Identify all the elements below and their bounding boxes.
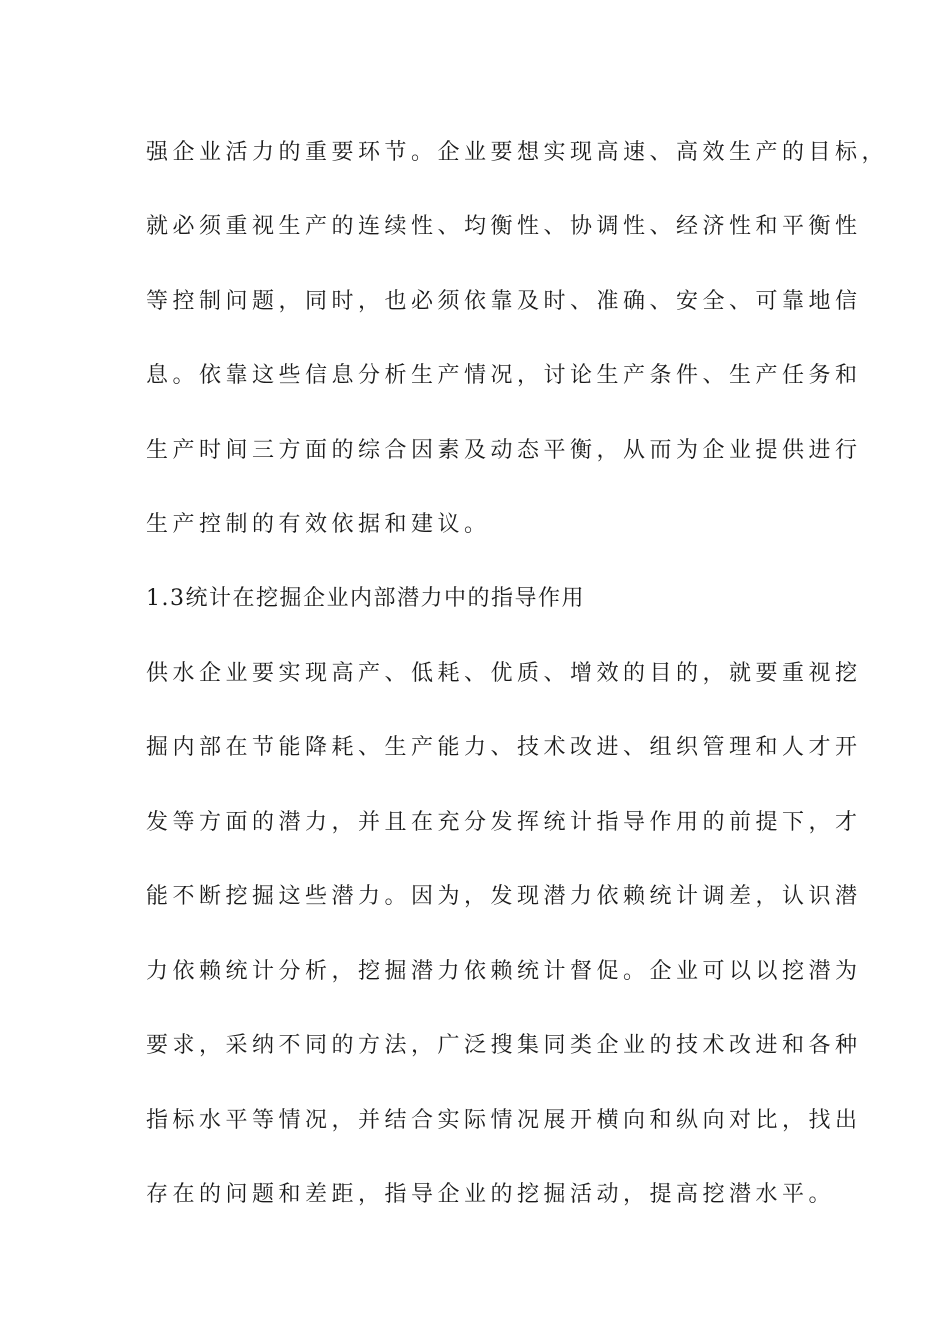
paragraph-2-line-2: 掘内部在节能降耗、生产能力、技术改进、组织管理和人才开: [146, 735, 862, 760]
paragraph-2-line-1: 供水企业要实现高产、低耗、优质、增效的目的，就要重视挖: [146, 661, 862, 686]
paragraph-1-line-2: 就必须重视生产的连续性、均衡性、协调性、经济性和平衡性: [146, 214, 862, 239]
paragraph-1-line-5: 生产时间三方面的综合因素及动态平衡，从而为企业提供进行: [146, 438, 862, 463]
paragraph-2-line-6: 要求，采纳不同的方法，广泛搜集同类企业的技术改进和各种: [146, 1033, 862, 1058]
paragraph-2-line-3: 发等方面的潜力，并且在充分发挥统计指导作用的前提下，才: [146, 810, 862, 835]
paragraph-1-line-1: 强企业活力的重要环节。企业要想实现高速、高效生产的目标，: [146, 140, 889, 165]
paragraph-2-line-4: 能不断挖掘这些潜力。因为，发现潜力依赖统计调差，认识潜: [146, 884, 862, 909]
section-heading: 1.3统计在挖掘企业内部潜力中的指导作用: [146, 586, 585, 611]
paragraph-2-line-8: 存在的问题和差距，指导企业的挖掘活动，提高挖潜水平。: [146, 1182, 836, 1207]
paragraph-1-line-6: 生产控制的有效依据和建议。: [146, 512, 491, 537]
paragraph-1-line-4: 息。依靠这些信息分析生产情况，讨论生产条件、生产任务和: [146, 363, 862, 388]
paragraph-1-line-3: 等控制问题，同时，也必须依靠及时、准确、安全、可靠地信: [146, 289, 862, 314]
paragraph-2-line-7: 指标水平等情况，并结合实际情况展开横向和纵向对比，找出: [146, 1108, 862, 1133]
paragraph-2-line-5: 力依赖统计分析，挖掘潜力依赖统计督促。企业可以以挖潜为: [146, 959, 862, 984]
